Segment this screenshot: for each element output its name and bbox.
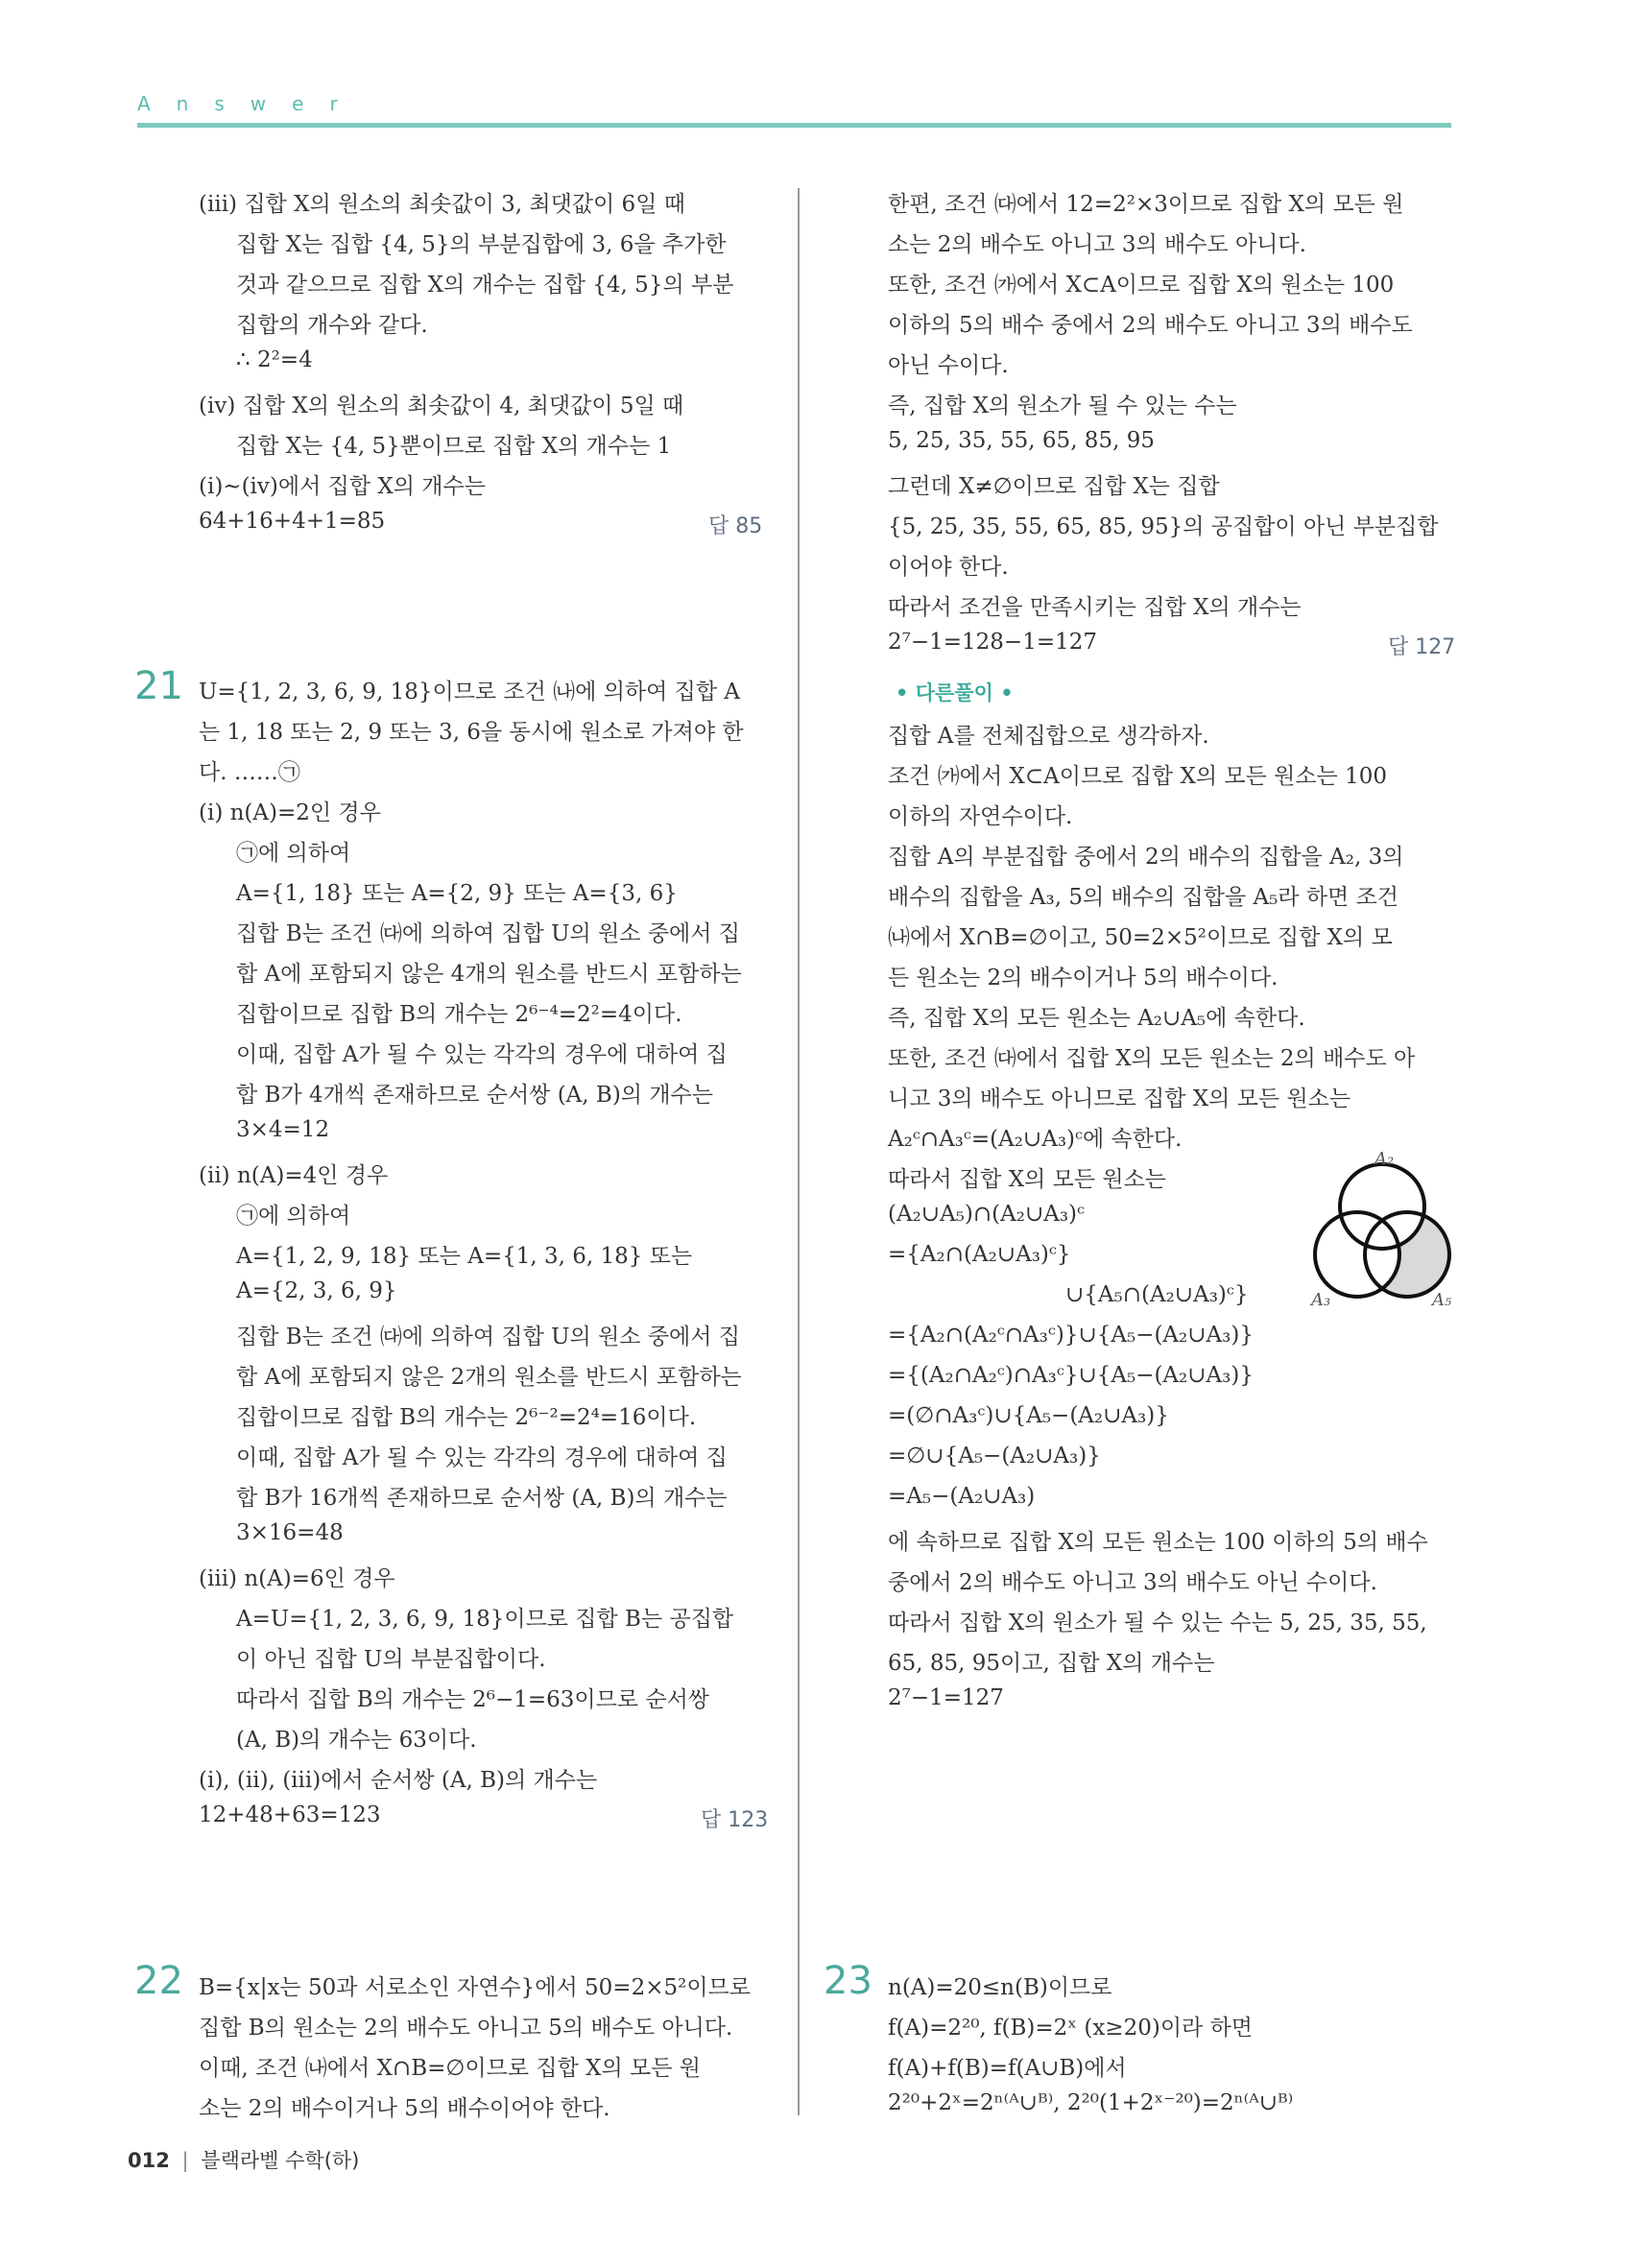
- text-line: 3×4=12: [236, 1117, 330, 1142]
- venn-diagram: [1296, 1147, 1469, 1310]
- venn-label-a3: A₃: [1311, 1290, 1331, 1310]
- text-line: (ⅲ) 집합 X의 원소의 최솟값이 3, 최댓값이 6일 때: [199, 192, 685, 217]
- text-line: 65, 85, 95이고, 집합 X의 개수는: [888, 1651, 1215, 1676]
- text-line: ㉠에 의하여: [236, 1204, 351, 1229]
- text-line: 이하의 자연수이다.: [888, 804, 1073, 829]
- text-line: ={A₂∩(A₂ᶜ∩A₃ᶜ)}∪{A₅−(A₂∪A₃)}: [888, 1323, 1254, 1348]
- text-line: 2⁷−1=128−1=127: [888, 630, 1098, 655]
- text-line: (ⅰ) n(A)=2인 경우: [199, 800, 381, 825]
- text-line: ㈏에서 X∩B=∅이고, 50=2×5²이므로 집합 X의 모: [888, 925, 1393, 950]
- text-line: 이때, 집합 A가 될 수 있는 각각의 경우에 대하여 집: [236, 1445, 728, 1470]
- text-line: 이 아닌 집합 U의 부분집합이다.: [236, 1647, 546, 1672]
- text-line: U={1, 2, 3, 6, 9, 18}이므로 조건 ㈏에 의하여 집합 A: [199, 680, 741, 704]
- text-line: (ⅰ), (ⅱ), (ⅲ)에서 순서쌍 (A, B)의 개수는: [199, 1768, 598, 1793]
- text-line: 집합 A를 전체집합으로 생각하자.: [888, 724, 1209, 749]
- text-line: 에 속하므로 집합 X의 모든 원소는 100 이하의 5의 배수: [888, 1530, 1428, 1555]
- text-line: 즉, 집합 X의 원소가 될 수 있는 수는: [888, 394, 1237, 418]
- venn-label-a5: A₅: [1432, 1290, 1452, 1310]
- footer-separator: |: [181, 2149, 189, 2172]
- text-line: 집합 X는 집합 {4, 5}의 부분집합에 3, 6을 추가한: [236, 232, 727, 257]
- text-line: (ⅲ) n(A)=6인 경우: [199, 1566, 395, 1591]
- problem-number: 23: [824, 1959, 872, 2003]
- text-line: 는 1, 18 또는 2, 9 또는 3, 6을 동시에 원소로 가져야 한: [199, 720, 744, 745]
- text-line: 든 원소는 2의 배수이거나 5의 배수이다.: [888, 966, 1278, 991]
- text-line: =(∅∩A₃ᶜ)∪{A₅−(A₂∪A₃)}: [888, 1403, 1169, 1428]
- text-line: 집합 A의 부분집합 중에서 2의 배수의 집합을 A₂, 3의: [888, 845, 1404, 870]
- text-line: 소는 2의 배수도 아니고 3의 배수도 아니다.: [888, 232, 1306, 257]
- text-line: 합 B가 16개씩 존재하므로 순서쌍 (A, B)의 개수는: [236, 1486, 728, 1511]
- text-line: 아닌 수이다.: [888, 353, 1009, 378]
- text-line: 조건 ㈎에서 X⊂A이므로 집합 X의 모든 원소는 100: [888, 764, 1387, 789]
- text-line: {5, 25, 35, 55, 65, 85, 95}의 공집합이 아닌 부분집합: [888, 514, 1439, 539]
- text-line: 12+48+63=123: [199, 1802, 381, 1827]
- page-footer: [128, 2145, 359, 2174]
- answer-label: 답 127: [1388, 635, 1456, 659]
- text-line: 따라서 조건을 만족시키는 집합 X의 개수는: [888, 595, 1302, 620]
- text-line: 따라서 집합 B의 개수는 2⁶−1=63이므로 순서쌍: [236, 1687, 710, 1712]
- text-line: 니고 3의 배수도 아니므로 집합 X의 모든 원소는: [888, 1086, 1351, 1111]
- text-line: 5, 25, 35, 55, 65, 85, 95: [888, 428, 1155, 453]
- text-line: 3×16=48: [236, 1520, 344, 1545]
- text-line: 2⁷−1=127: [888, 1685, 1004, 1710]
- text-line: 64+16+4+1=85: [199, 509, 386, 534]
- alt-solution-tag: • 다른풀이 •: [896, 681, 1014, 704]
- text-line: A={2, 3, 6, 9}: [236, 1278, 397, 1303]
- problem-number: 21: [134, 664, 183, 708]
- text-line: 즉, 집합 X의 모든 원소는 A₂∪A₅에 속한다.: [888, 1006, 1305, 1031]
- text-line: (A, B)의 개수는 63이다.: [236, 1728, 477, 1753]
- header-rule: [137, 123, 1451, 128]
- text-line: 2²⁰+2ˣ=2ⁿ⁽ᴬ∪ᴮ⁾, 2²⁰(1+2ˣ⁻²⁰)=2ⁿ⁽ᴬ∪ᴮ⁾: [888, 2090, 1294, 2115]
- text-line: 합 B가 4개씩 존재하므로 순서쌍 (A, B)의 개수는: [236, 1083, 713, 1108]
- text-line: 집합이므로 집합 B의 개수는 2⁶⁻⁴=2²=4이다.: [236, 1002, 682, 1027]
- problem-number: 22: [134, 1959, 183, 2003]
- text-line: 집합 B는 조건 ㈐에 의하여 집합 U의 원소 중에서 집: [236, 921, 741, 946]
- text-line: =A₅−(A₂∪A₃): [888, 1484, 1036, 1509]
- text-line: ∪{A₅∩(A₂∪A₃)ᶜ}: [1065, 1282, 1249, 1307]
- text-line: (ⅱ) n(A)=4인 경우: [199, 1163, 389, 1188]
- text-line: A={1, 18} 또는 A={2, 9} 또는 A={3, 6}: [236, 881, 678, 906]
- text-line: 집합 X는 {4, 5}뿐이므로 집합 X의 개수는 1: [236, 434, 672, 459]
- book-title: 블랙라벨 수학(하): [201, 2149, 360, 2172]
- text-line: ∴ 2²=4: [236, 347, 313, 372]
- text-line: 집합이므로 집합 B의 개수는 2⁶⁻²=2⁴=16이다.: [236, 1405, 697, 1430]
- text-line: 배수의 집합을 A₃, 5의 배수의 집합을 A₅라 하면 조건: [888, 885, 1399, 910]
- text-line: =∅∪{A₅−(A₂∪A₃)}: [888, 1444, 1101, 1468]
- text-line: 한편, 조건 ㈐에서 12=2²×3이므로 집합 X의 모든 원: [888, 192, 1404, 217]
- text-line: 이어야 한다.: [888, 555, 1009, 580]
- text-line: 그런데 X≠∅이므로 집합 X는 집합: [888, 474, 1220, 499]
- text-line: 집합 B는 조건 ㈐에 의하여 집합 U의 원소 중에서 집: [236, 1325, 741, 1349]
- text-line: A=U={1, 2, 3, 6, 9, 18}이므로 집합 B는 공집합: [236, 1607, 734, 1632]
- text-line: f(A)+f(B)=f(A∪B)에서: [888, 2056, 1127, 2081]
- text-line: (ⅳ) 집합 X의 원소의 최솟값이 4, 최댓값이 5일 때: [199, 394, 684, 418]
- text-line: 또한, 조건 ㈐에서 집합 X의 모든 원소는 2의 배수도 아: [888, 1046, 1416, 1071]
- text-line: 합 A에 포함되지 않은 4개의 원소를 반드시 포함하는: [236, 962, 742, 987]
- header-label: Answer: [137, 92, 364, 115]
- answer-label: 답 123: [701, 1808, 769, 1832]
- answer-label: 답 85: [708, 514, 763, 538]
- text-line: 따라서 집합 X의 모든 원소는: [888, 1167, 1167, 1192]
- text-line: ㉠에 의하여: [236, 841, 351, 866]
- text-line: 다. ……㉠: [199, 760, 300, 785]
- text-line: 따라서 집합 X의 원소가 될 수 있는 수는 5, 25, 35, 55,: [888, 1611, 1427, 1635]
- text-line: ={A₂∩(A₂∪A₃)ᶜ}: [888, 1242, 1071, 1267]
- text-line: 합 A에 포함되지 않은 2개의 원소를 반드시 포함하는: [236, 1365, 742, 1390]
- text-line: 소는 2의 배수이거나 5의 배수이어야 한다.: [199, 2096, 610, 2121]
- column-divider: [798, 188, 800, 2115]
- text-line: 이때, 조건 ㈏에서 X∩B=∅이므로 집합 X의 모든 원: [199, 2056, 701, 2081]
- text-line: f(A)=2²⁰, f(B)=2ˣ (x≥20)이라 하면: [888, 2016, 1253, 2041]
- text-line: A₂ᶜ∩A₃ᶜ=(A₂∪A₃)ᶜ에 속한다.: [888, 1127, 1183, 1152]
- page-number: 012: [128, 2149, 170, 2172]
- text-line: 중에서 2의 배수도 아니고 3의 배수도 아닌 수이다.: [888, 1570, 1377, 1595]
- text-line: 것과 같으므로 집합 X의 개수는 집합 {4, 5}의 부분: [236, 273, 734, 298]
- text-line: ={(A₂∩A₂ᶜ)∩A₃ᶜ}∪{A₅−(A₂∪A₃)}: [888, 1363, 1254, 1388]
- text-line: n(A)=20≤n(B)이므로: [888, 1975, 1112, 2000]
- text-line: 이하의 5의 배수 중에서 2의 배수도 아니고 3의 배수도: [888, 313, 1413, 338]
- text-line: 또한, 조건 ㈎에서 X⊂A이므로 집합 X의 원소는 100: [888, 273, 1395, 298]
- text-line: 집합의 개수와 같다.: [236, 313, 428, 338]
- text-line: A={1, 2, 9, 18} 또는 A={1, 3, 6, 18} 또는: [236, 1244, 693, 1269]
- text-line: (A₂∪A₅)∩(A₂∪A₃)ᶜ: [888, 1202, 1085, 1227]
- text-line: 이때, 집합 A가 될 수 있는 각각의 경우에 대하여 집: [236, 1042, 728, 1067]
- text-line: (ⅰ)~(ⅳ)에서 집합 X의 개수는: [199, 474, 486, 499]
- text-line: B={x|x는 50과 서로소인 자연수}에서 50=2×5²이므로: [199, 1975, 751, 2000]
- venn-label-a2: A₂: [1374, 1149, 1395, 1169]
- text-line: 집합 B의 원소는 2의 배수도 아니고 5의 배수도 아니다.: [199, 2016, 733, 2041]
